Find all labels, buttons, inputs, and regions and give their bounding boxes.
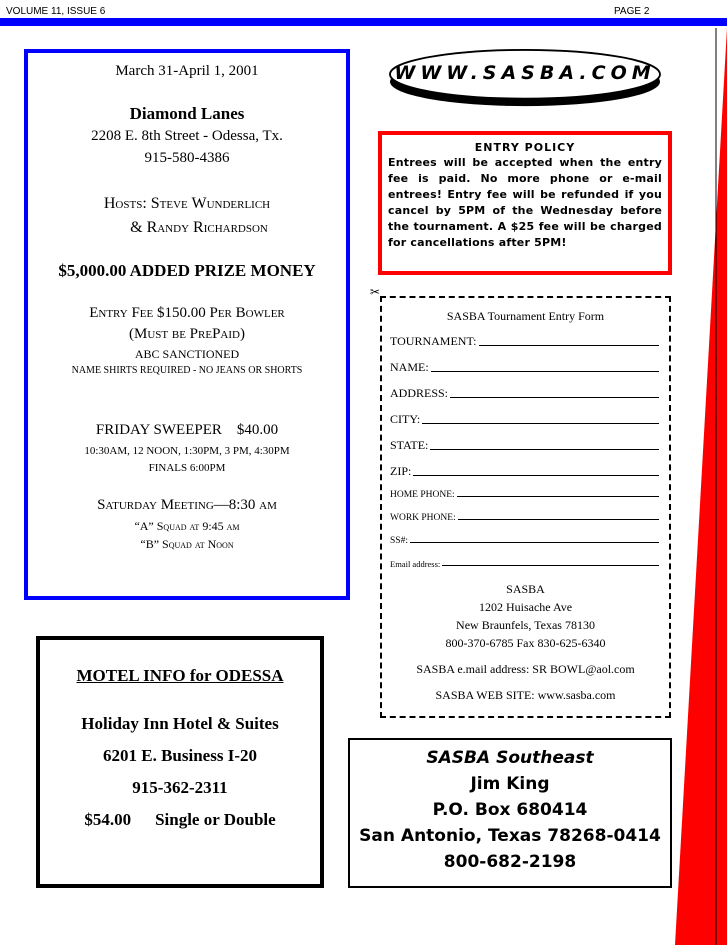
header-rule bbox=[0, 18, 727, 26]
hotel-name: Holiday Inn Hotel & Suites bbox=[81, 714, 279, 733]
tournament-field[interactable] bbox=[390, 334, 659, 349]
city-label: CITY: bbox=[390, 412, 421, 426]
form-title: SASBA Tournament Entry Form bbox=[446, 309, 605, 323]
state-field[interactable] bbox=[390, 438, 659, 453]
address-label: ADDRESS: bbox=[390, 386, 449, 400]
southeast-city: San Antonio, Texas 78268-0414 bbox=[359, 826, 661, 846]
city-field[interactable] bbox=[390, 412, 659, 427]
sasba-southeast-box bbox=[348, 738, 672, 888]
mail-phones: 800-370-6785 Fax 830-625-6340 bbox=[445, 636, 606, 650]
tournament-line[interactable] bbox=[479, 345, 659, 346]
venue-address: 2208 E. 8th Street - Odessa, Tx. bbox=[91, 128, 283, 144]
friday-sweeper: FRIDAY SWEEPER $40.00 bbox=[95, 422, 279, 438]
motel-title: MOTEL INFO for ODESSA bbox=[76, 666, 284, 685]
name-line[interactable] bbox=[431, 371, 659, 372]
address-field[interactable] bbox=[390, 386, 659, 401]
ss-field[interactable] bbox=[390, 536, 659, 546]
work-phone-field[interactable] bbox=[390, 513, 659, 523]
sasba-website[interactable]: SASBA WEB SITE: www.sasba.com bbox=[435, 688, 616, 702]
work-phone-label: WORK PHONE: bbox=[390, 513, 456, 523]
event-date: March 31-April 1, 2001 bbox=[115, 63, 259, 79]
email-field[interactable] bbox=[390, 559, 659, 569]
sanction-note: ABC SANCTIONED bbox=[134, 347, 240, 361]
zip-field[interactable] bbox=[390, 464, 659, 479]
home-phone-label: HOME PHONE: bbox=[390, 490, 455, 500]
hotel-room-type: Single or Double bbox=[155, 810, 276, 829]
venue-phone: 915-580-4386 bbox=[144, 150, 230, 166]
prize-money: $5,000.00 ADDED PRIZE MONEY bbox=[58, 261, 316, 280]
entry-policy-box bbox=[378, 131, 672, 275]
hotel-price: $54.00 bbox=[84, 810, 132, 829]
event-info-box bbox=[24, 49, 350, 600]
zip-label: ZIP: bbox=[390, 464, 412, 478]
name-label: NAME: bbox=[390, 360, 429, 374]
entry-fee: Entry Fee $150.00 Per Bowler bbox=[89, 305, 285, 321]
hosts-line-2: & Randy Richardson bbox=[130, 219, 268, 236]
state-line[interactable] bbox=[430, 449, 659, 450]
mail-city: New Braunfels, Texas 78130 bbox=[456, 618, 595, 632]
ss-line[interactable] bbox=[410, 542, 659, 543]
prepaid-note: (Must be PrePaid) bbox=[129, 326, 245, 342]
page-number: PAGE 2 bbox=[614, 6, 650, 17]
hotel-address: 6201 E. Business I-20 bbox=[103, 746, 257, 765]
southeast-title: SASBA Southeast bbox=[426, 748, 594, 768]
mail-street: 1202 Huisache Ave bbox=[478, 600, 573, 614]
southeast-contact-name: Jim King bbox=[470, 774, 550, 794]
ss-label: SS#: bbox=[390, 536, 408, 546]
finals-time: FINALS 6:00PM bbox=[148, 462, 226, 474]
hosts-line-1: Hosts: Steve Wunderlich bbox=[103, 195, 271, 212]
email-label: Email address: bbox=[390, 559, 441, 569]
mail-org: SASBA bbox=[506, 582, 545, 596]
venue-name: Diamond Lanes bbox=[129, 104, 245, 123]
work-phone-line[interactable] bbox=[458, 519, 659, 520]
sweeper-times: 10:30AM, 12 NOON, 1:30PM, 3 PM, 4:30PM bbox=[84, 445, 290, 457]
squad-b: “B” Squad at Noon bbox=[140, 537, 234, 551]
home-phone-field[interactable] bbox=[390, 490, 659, 500]
southeast-phone: 800-682-2198 bbox=[443, 852, 577, 872]
home-phone-line[interactable] bbox=[457, 496, 659, 497]
address-line[interactable] bbox=[450, 397, 659, 398]
hotel-rate bbox=[40, 810, 320, 830]
website-banner[interactable]: WWW.SASBA.COM bbox=[394, 62, 656, 84]
entry-policy-text: Entrees will be accepted when the entry fee is paid. No more phone or e-mail entrees! Entry fee will be refunded if you cancel by 5PM of the Wednesday before the tournament. A $25 fee will be charged for cancellations after 5PM! bbox=[388, 156, 662, 249]
zip-line[interactable] bbox=[413, 475, 659, 476]
saturday-meeting: Saturday Meeting—8:30 am bbox=[97, 497, 277, 513]
tournament-label: TOURNAMENT: bbox=[390, 334, 477, 348]
email-line[interactable] bbox=[442, 565, 659, 566]
southeast-po-box: P.O. Box 680414 bbox=[432, 800, 588, 820]
entry-policy-title: ENTRY POLICY bbox=[474, 141, 576, 154]
dress-code: NAME SHIRTS REQUIRED - NO JEANS OR SHORTS bbox=[71, 365, 303, 376]
motel-info-box bbox=[36, 636, 324, 888]
name-field[interactable] bbox=[390, 360, 659, 375]
volume-issue: VOLUME 11, ISSUE 6 bbox=[6, 6, 106, 17]
scissors-icon: ✂ bbox=[370, 285, 381, 299]
hotel-phone: 915-362-2311 bbox=[132, 778, 228, 797]
squad-a: “A” Squad at 9:45 am bbox=[134, 519, 240, 533]
city-line[interactable] bbox=[422, 423, 659, 424]
state-label: STATE: bbox=[390, 438, 429, 452]
entry-form bbox=[380, 296, 671, 718]
sasba-email[interactable]: SASBA e.mail address: SR BOWL@aol.com bbox=[416, 662, 635, 676]
